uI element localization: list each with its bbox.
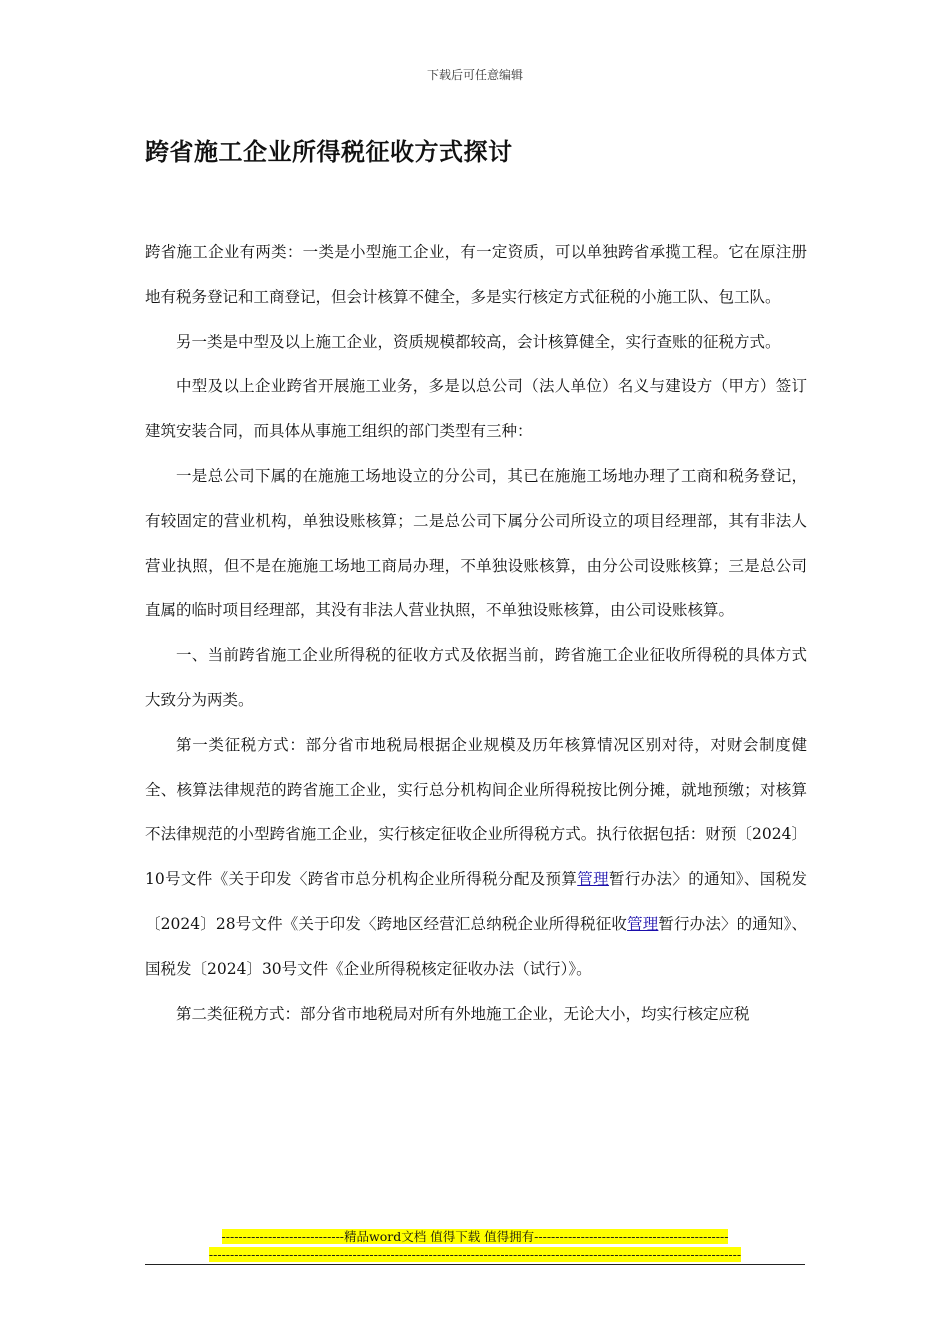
paragraph: 一、当前跨省施工企业所得税的征收方式及依据当前，跨省施工企业征收所得税的具体方式大致分为两类。 — [145, 646, 807, 709]
page-footer — [0, 1228, 950, 1264]
footer-banner: -----------------------------精品word文档 值得下载 值得拥有---------------------------------------------- — [221, 1229, 729, 1244]
paragraph-text: 暂行办法〉的通知》、国税发〔2024〕30号文件《企业所得税核定征收办法（试行）》。 — [145, 914, 807, 978]
paragraph-text: 第一类征税方式：部分省市地税局根据企业规模及历年核算情况区别对待，对财会制度健全、核算法律规范的跨省施工企业，实行总分机构间企业所得税按比例分摊，就地预缴；对核算不法律规范的小型跨省施工企业，实行核定征收企业所得税方式。执行依据包括：财预〔2024〕10号文件《关于印发〈跨省市总分机构企业所得税分配及预算 — [145, 735, 807, 889]
paragraph: 跨省施工企业有两类：一类是小型施工企业，有一定资质，可以单独跨省承揽工程。它在原注册地有税务登记和工商登记，但会计核算不健全，多是实行核定方式征税的小施工队、包工队。 — [145, 243, 807, 306]
paragraph: 第二类征税方式：部分省市地税局对所有外地施工企业，无论大小，均实行核定应税 — [176, 1004, 750, 1023]
paragraph: 一是总公司下属的在施施工场地设立的分公司，其已在施施工场地办理了工商和税务登记，有较固定的营业机构，单独设账核算；二是总公司下属分公司所设立的项目经理部，其有非法人营业执照，但不是在施施工场地工商局办理，不单独设账核算，由分公司设账核算；三是总公司直属的临时项目经理部，其没有非法人营业执照，不单独设账核算，由公司设账核算。 — [145, 466, 807, 620]
paragraph: 中型及以上企业跨省开展施工业务，多是以总公司（法人单位）名义与建设方（甲方）签订建筑安装合同，而具体从事施工组织的部门类型有三种： — [145, 377, 807, 441]
paragraph: 另一类是中型及以上施工企业，资质规模都较高，会计核算健全，实行查账的征税方式。 — [176, 332, 781, 351]
paragraph — [145, 723, 807, 992]
page-header: 下载后可任意编辑 — [426, 68, 523, 82]
document-body — [145, 230, 807, 1036]
management-link[interactable]: 管理 — [627, 914, 659, 933]
footer-divider — [145, 1264, 805, 1265]
footer-dashes: ------------------------------------------------------------------------------------------------------------------------------ — [208, 1247, 742, 1262]
management-link[interactable]: 管理 — [577, 870, 609, 889]
document-title: 跨省施工企业所得税征收方式探讨 — [145, 137, 513, 166]
paragraph-text: 暂行办法〉的通知》、国税发〔2024〕28号文件《关于印发〈跨地区经营汇总纳税企业所得税征收 — [145, 870, 807, 933]
